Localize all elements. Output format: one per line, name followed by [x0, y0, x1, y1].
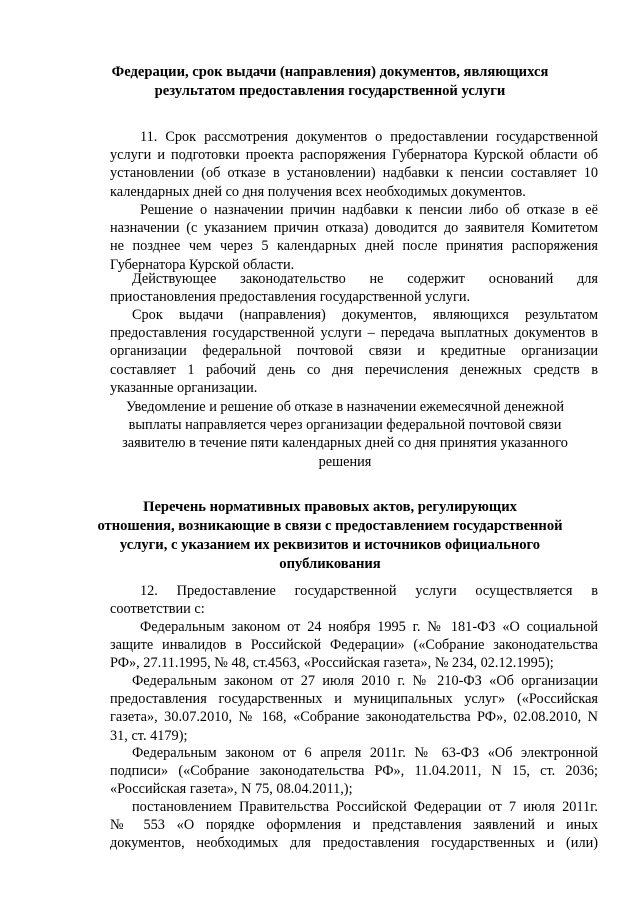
resolution-553: [110, 798, 598, 853]
paragraph-delivery-term: [110, 306, 598, 397]
text-line: услуги и подготовки проекта распоряжения Губернатора Курской области об: [110, 147, 598, 164]
heading-line: услуги, с указанием их реквизитов и источников официального: [119, 537, 541, 553]
text-line: заявителю в течение пяти календарных дней со дня принятия указанного: [122, 435, 568, 452]
text-line: документов, необходимых для предоставления государственных и (или): [110, 835, 598, 852]
text-line: организации федеральной почтовой связи и кредитные организации: [110, 343, 598, 360]
section-heading-legal-acts: [80, 498, 580, 574]
text-line: не позднее чем через 5 календарных дней после принятия распоряжения: [110, 238, 598, 255]
text-line: Федеральным законом от 27 июля 2010 г. № 210-ФЗ «Об организации: [132, 673, 598, 689]
text-line: выплаты направляется через организации федеральной почтовой связи: [128, 417, 562, 434]
text-line: назначении (с указанием причин отказа) доводится до заявителя Комитетом: [110, 220, 598, 237]
text-line: Действующее законодательство не содержит оснований для: [132, 271, 598, 287]
text-line: защите инвалидов в Российской Федерации» («Собрание законодательства: [110, 637, 598, 654]
text-line: 31, ст. 4179);: [110, 727, 188, 744]
text-line: газета», 30.07.2010, № 168, «Собрание законодательства РФ», 02.08.2010, N: [110, 709, 598, 726]
text-line: 12. Предоставление государственной услуги осуществляется в: [140, 583, 598, 599]
heading-line: Перечень нормативных правовых актов, регулирующих: [143, 499, 517, 515]
text-line: Губернатора Курской области.: [110, 256, 295, 273]
text-line: постановлением Правительства Российской Федерации от 7 июля 2011г.: [132, 799, 598, 815]
text-line: подписи» («Собрание законодательства РФ», 11.04.2011, N 15, ст. 2036;: [110, 763, 598, 780]
text-line: РФ», 27.11.1995, № 48, ст.4563, «Российская газета», № 234, 02.12.1995);: [110, 655, 554, 672]
text-line: Федеральным законом от 24 ноября 1995 г. № 181-ФЗ «О социальной: [140, 619, 598, 635]
law-210-fz: [110, 672, 598, 745]
text-line: установлении (об отказе в установлении) надбавки к пенсии составляет 10: [110, 165, 598, 182]
text-line: соответствии с:: [110, 601, 205, 618]
text-line: составляет 1 рабочий день со дня перечисления денежных средств в: [110, 361, 598, 378]
text-line: № 553 «О порядке оформления и представления заявлений и иных: [110, 817, 598, 834]
text-line: 11. Срок рассмотрения документов о предоставлении государственной: [140, 129, 598, 145]
text-line: указанные организации.: [110, 379, 258, 396]
text-line: Срок выдачи (направления) документов, являющихся результатом: [132, 307, 598, 323]
text-line: Решение о назначении причин надбавки к пенсии либо об отказе в её: [140, 202, 598, 218]
heading-line: Федерации, срок выдачи (направления) документов, являющихся: [111, 64, 549, 80]
text-line: приостановления предоставления государственной услуги.: [110, 289, 471, 306]
paragraph-legislation: [110, 270, 598, 306]
paragraph-decision: [110, 201, 598, 274]
law-63-fz: [110, 744, 598, 799]
paragraph-11: [110, 128, 598, 201]
text-line: решения: [318, 453, 372, 470]
text-line: календарных дней со дня получения всех необходимых документов.: [110, 183, 526, 200]
heading-line: опубликования: [279, 556, 381, 572]
text-line: Федеральным законом от 6 апреля 2011г. № 63-ФЗ «Об электронной: [132, 745, 598, 761]
paragraph-12: [110, 582, 598, 618]
text-line: предоставления государственной услуги – передача выплатных документов в: [110, 325, 598, 342]
text-line: предоставления государственных и муниципальных услуг» («Российская: [110, 691, 598, 708]
paragraph-notification: [90, 398, 600, 471]
text-line: «Российская газета», N 75, 08.04.2011,);: [110, 781, 353, 798]
heading-line: результатом предоставления государственной услуги: [154, 83, 506, 99]
heading-line: отношения, возникающие в связи с предоставлением государственной: [97, 518, 563, 534]
section-heading-terms: [100, 63, 560, 101]
law-181-fz: [110, 618, 598, 673]
text-line: Уведомление и решение об отказе в назначении ежемесячной денежной: [125, 399, 565, 415]
